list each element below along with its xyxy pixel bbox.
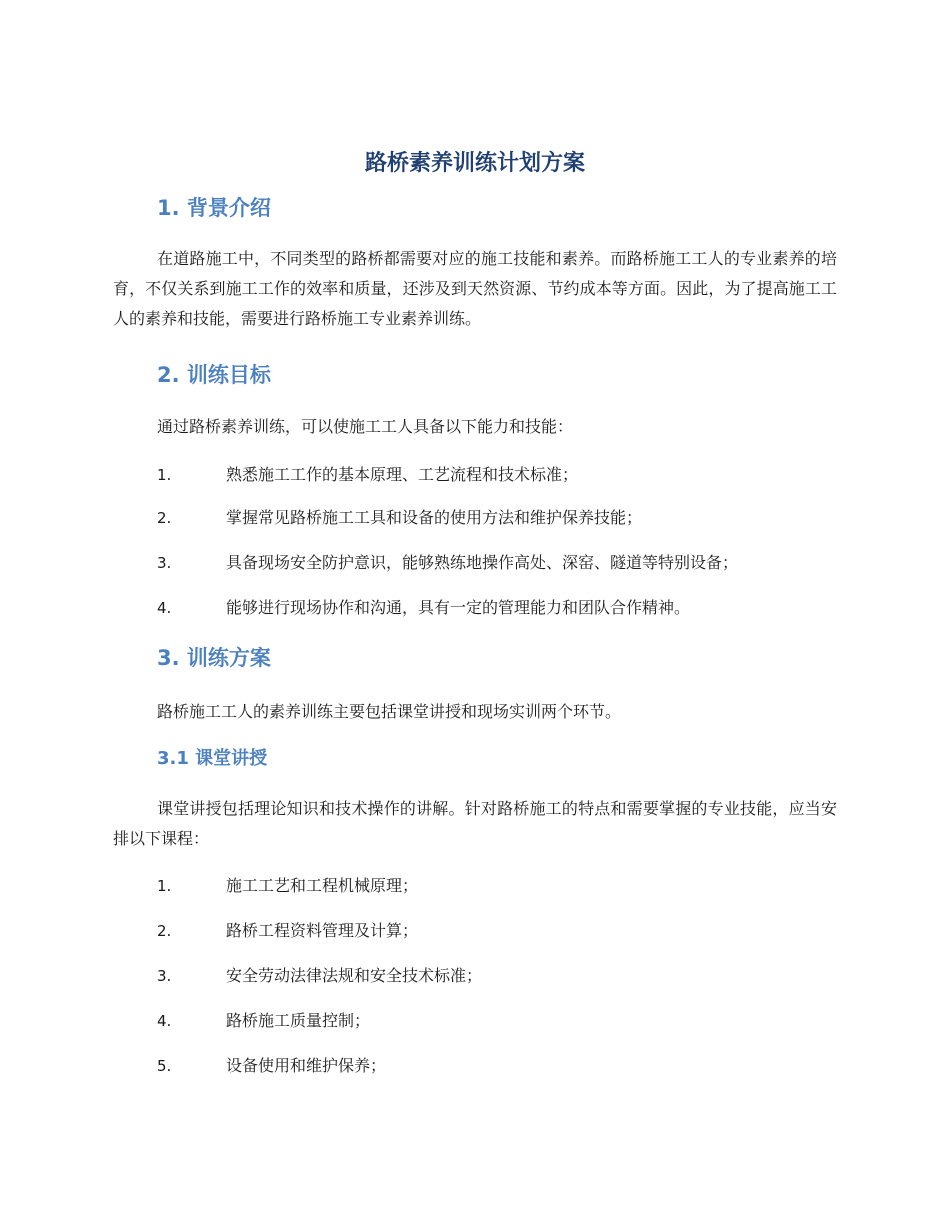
list-item-number: 4. — [157, 1012, 172, 1030]
list-item-number: 3. — [157, 967, 172, 985]
list-item-text: 安全劳动法律法规和安全技术标准； — [226, 966, 483, 985]
list-item-text: 路桥施工质量控制； — [226, 1011, 371, 1030]
list-item-number: 3. — [157, 554, 172, 572]
paragraph-background: 在道路施工中，不同类型的路桥都需要对应的施工技能和素养。而路桥施工工人的专业素养的培育，不仅关系到施工工作的效率和质量，还涉及到天然资源、节约成本等方面。因此，为了提高施工工人的素养和技能，需要进行路桥施工专业素养训练。 — [113, 249, 837, 328]
section-heading-plan: 3. 训练方案 — [157, 646, 271, 670]
paragraph-plan-intro: 路桥施工工人的素养训练主要包括课堂讲授和现场实训两个环节。 — [157, 702, 622, 721]
list-item-text: 能够进行现场协作和沟通，具有一定的管理能力和团队合作精神。 — [226, 598, 691, 617]
subsection-heading-lecture: 3.1 课堂讲授 — [157, 748, 268, 769]
list-item-number: 4. — [157, 599, 172, 617]
list-item-text: 设备使用和维护保养； — [226, 1056, 387, 1075]
section-heading-goals: 2. 训练目标 — [157, 363, 271, 387]
list-item-text: 掌握常见路桥施工工具和设备的使用方法和维护保养技能； — [226, 508, 643, 527]
section-heading-background: 1. 背景介绍 — [157, 196, 271, 220]
list-item-number: 1. — [157, 877, 172, 895]
list-item-text: 熟悉施工工作的基本原理、工艺流程和技术标准； — [226, 465, 579, 484]
document-page — [113, 0, 837, 1230]
list-item-text: 施工工艺和工程机械原理； — [226, 876, 419, 895]
paragraph-goals-intro: 通过路桥素养训练，可以使施工工人具备以下能力和技能： — [157, 417, 574, 436]
list-item-text: 具备现场安全防护意识，能够熟练地操作高处、深窑、隧道等特别设备； — [226, 553, 739, 572]
document-title: 路桥素养训练计划方案 — [364, 151, 585, 176]
list-item-text: 路桥工程资料管理及计算； — [226, 921, 419, 940]
list-item-number: 2. — [157, 509, 172, 527]
list-item-number: 1. — [157, 466, 172, 484]
list-item-number: 2. — [157, 922, 172, 940]
list-item-number: 5. — [157, 1057, 172, 1075]
paragraph-lecture: 课堂讲授包括理论知识和技术操作的讲解。针对路桥施工的特点和需要掌握的专业技能，应当安排以下课程： — [113, 799, 837, 848]
